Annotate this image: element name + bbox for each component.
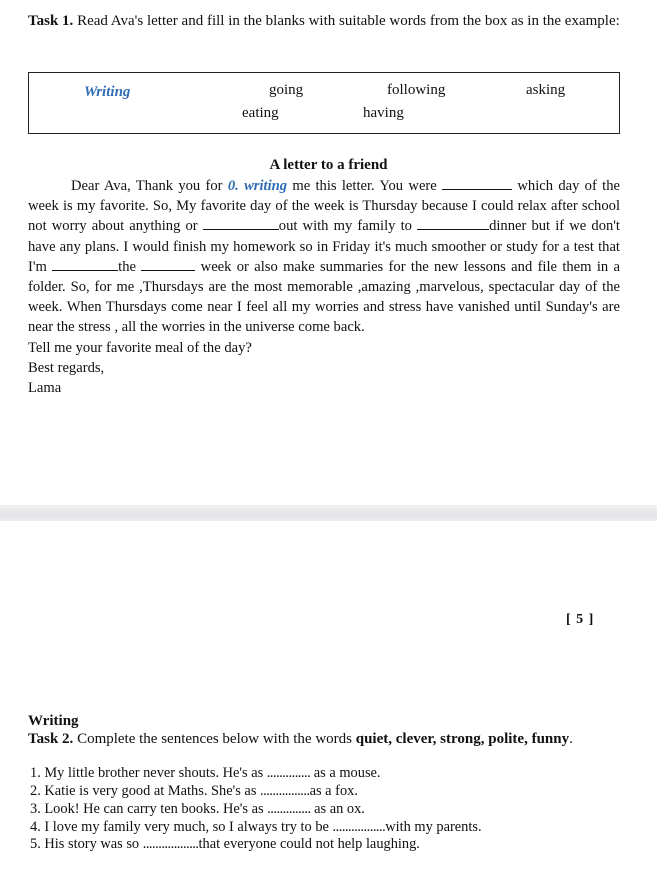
letter-text: out with my family to (278, 218, 418, 235)
letter-closing: Best regards, (28, 359, 105, 376)
fill-blank-1[interactable]: .............. (266, 765, 311, 781)
task2-instruction (28, 731, 628, 748)
fill-blank-2[interactable]: ................ (260, 783, 310, 799)
word-box (28, 72, 620, 134)
task2-words: quiet, clever, strong, polite, funny (355, 731, 570, 747)
task2-text: Complete the sentences below with the words (73, 731, 356, 747)
letter-paragraph (28, 176, 620, 338)
task1-label: Task 1. (28, 13, 74, 29)
sentence-2: 2. Katie is very good at Maths. She's as ................as a fox. (30, 783, 358, 799)
letter-text: dinner but if we don't have any plans. I would finish my homework so in Friday it's much smoother or study for a test that I'm (28, 218, 620, 275)
sentence-3: 3. Look! He can carry ten books. He's as .............. as an ox. (30, 801, 365, 817)
word-box-item: following (387, 82, 446, 98)
task2-end: . (569, 731, 573, 747)
fill-blank-4[interactable]: ................. (332, 819, 386, 835)
task1-instruction (28, 11, 628, 32)
letter-text: which day of the week is my favorite. So, My favorite day of the week is Thursday because I could relax after school not worry about anything or (28, 178, 620, 235)
sentence-5: 5. His story was so ..................that everyone could not help laughing. (30, 836, 420, 852)
sentence-1: 1. My little brother never shouts. He's as .............. as a mouse. (30, 765, 381, 781)
letter-text: Dear Ava, Thank you for (71, 178, 228, 194)
answer-blank-4[interactable] (52, 258, 118, 271)
answer-blank-2[interactable] (203, 217, 279, 230)
word-box-item: going (269, 82, 304, 98)
word-box-example: Writing (84, 84, 131, 100)
fill-blank-3[interactable]: .............. (267, 801, 311, 817)
word-box-item: having (363, 105, 404, 121)
answer-blank-3[interactable] (417, 217, 489, 230)
fill-blank-5[interactable]: .................. (142, 836, 199, 852)
task2-label: Task 2. (28, 731, 74, 747)
sentence-4: 4. I love my family very much, so I always try to be .................with my parents. (30, 819, 482, 835)
answer-blank-1[interactable] (442, 177, 512, 190)
letter-title: A letter to a friend (269, 157, 388, 173)
answer-blank-5[interactable] (141, 258, 195, 271)
letter-text: the (118, 258, 142, 275)
word-box-item: eating (242, 105, 279, 121)
page-divider (0, 505, 657, 521)
task1-text: Read Ava's letter and fill in the blanks with suitable words from the box as in the example: (73, 13, 620, 29)
letter-text: week or also make summaries for the new lessons and file them in a folder. So, for me ,Thursdays are the most memorable ,amazing ,marvelous, spectacular day of the week. When Thursdays come near I feel all my worries and stress have vanished until Sunday's are near the stress , all the worries in the universe come back. (28, 258, 620, 336)
letter-body (28, 176, 620, 398)
example-answer: 0. writing (227, 178, 288, 194)
letter-text: me this letter. You were (287, 178, 443, 194)
score-label: [ 5 ] (566, 612, 595, 627)
word-box-item: asking (526, 82, 566, 98)
letter-question: Tell me your favorite meal of the day? (28, 339, 252, 356)
letter-signature: Lama (28, 380, 62, 397)
writing-heading: Writing (28, 713, 79, 729)
